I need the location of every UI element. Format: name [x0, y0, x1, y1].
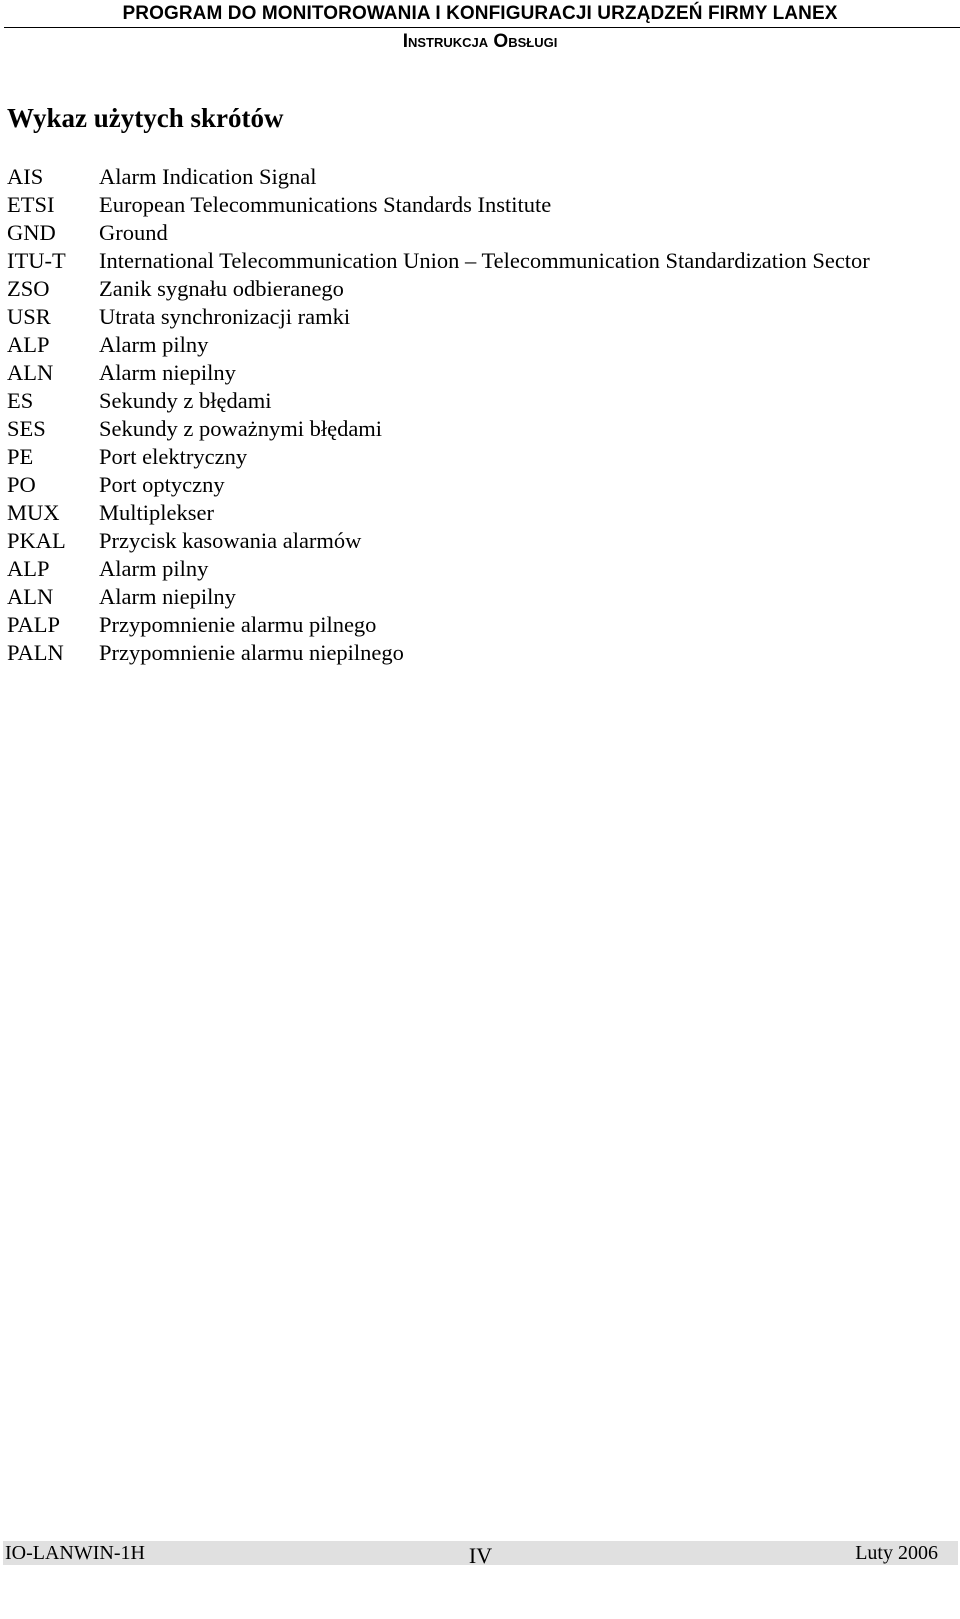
header-title: PROGRAM DO MONITOROWANIA I KONFIGURACJI URZĄDZEŃ FIRMY LANEX: [122, 3, 838, 24]
list-item: [7, 639, 947, 667]
list-item: [7, 359, 947, 387]
abbreviation-description: Ground: [99, 220, 168, 245]
footer-document-id: IO-LANWIN-1H: [5, 1542, 145, 1564]
abbreviation-description: Alarm niepilny: [99, 584, 236, 609]
abbreviation-code: ES: [7, 388, 34, 413]
abbreviation-description: Sekundy z poważnymi błędami: [99, 416, 383, 441]
abbreviation-description: Alarm niepilny: [99, 360, 236, 385]
abbreviation-code: PALN: [7, 640, 64, 665]
header-divider: [4, 27, 960, 28]
page-footer: [3, 1541, 958, 1568]
abbreviation-code: ITU-T: [7, 248, 66, 273]
header-subtitle: Instrukcja Obsługi: [402, 31, 558, 52]
list-item: [7, 275, 947, 303]
list-item: [7, 219, 947, 247]
list-item: [7, 611, 947, 639]
abbreviation-code: ALN: [7, 584, 54, 609]
abbreviation-code: PO: [7, 472, 36, 497]
abbreviation-description: Przycisk kasowania alarmów: [99, 528, 362, 553]
list-item: [7, 415, 947, 443]
list-item: [7, 555, 947, 583]
abbreviation-code: GND: [7, 220, 56, 245]
abbreviation-code: ETSI: [7, 192, 55, 217]
abbreviation-description: Zanik sygnału odbieranego: [99, 276, 344, 301]
abbreviation-code: SES: [7, 416, 46, 441]
abbreviation-code: PALP: [7, 612, 60, 637]
abbreviation-list: [7, 163, 947, 667]
list-item: [7, 303, 947, 331]
list-item: [7, 247, 947, 275]
abbreviation-code: ALP: [7, 556, 50, 581]
list-item: [7, 331, 947, 359]
abbreviation-code: ALP: [7, 332, 50, 357]
list-item: [7, 471, 947, 499]
abbreviation-description: Przypomnienie alarmu niepilnego: [99, 640, 404, 665]
abbreviation-code: PE: [7, 444, 34, 469]
section-title: Wykaz użytych skrótów: [7, 103, 284, 133]
footer-page-number: IV: [468, 1543, 493, 1568]
abbreviation-description: Alarm Indication Signal: [99, 164, 317, 189]
abbreviation-code: MUX: [7, 500, 60, 525]
abbreviation-description: Przypomnienie alarmu pilnego: [99, 612, 377, 637]
list-item: [7, 583, 947, 611]
abbreviation-description: Port optyczny: [99, 472, 225, 497]
abbreviation-description: Multiplekser: [99, 500, 214, 525]
abbreviation-code: ZSO: [7, 276, 50, 301]
list-item: [7, 443, 947, 471]
abbreviation-code: ALN: [7, 360, 54, 385]
list-item: [7, 191, 947, 219]
list-item: [7, 499, 947, 527]
footer-date: Luty 2006: [855, 1542, 938, 1564]
abbreviation-code: USR: [7, 304, 51, 329]
abbreviation-description: Utrata synchronizacji ramki: [99, 304, 351, 329]
abbreviation-description: European Telecommunications Standards Institute: [99, 192, 552, 217]
abbreviation-description: Port elektryczny: [99, 444, 248, 469]
abbreviation-description: Alarm pilny: [99, 332, 209, 357]
abbreviation-description: International Telecommunication Union – Telecommunication Standardization Sector: [99, 248, 870, 273]
abbreviation-code: PKAL: [7, 528, 66, 553]
list-item: [7, 163, 947, 191]
abbreviation-code: AIS: [7, 164, 44, 189]
abbreviation-description: Alarm pilny: [99, 556, 209, 581]
list-item: [7, 387, 947, 415]
abbreviation-description: Sekundy z błędami: [99, 388, 272, 413]
list-item: [7, 527, 947, 555]
